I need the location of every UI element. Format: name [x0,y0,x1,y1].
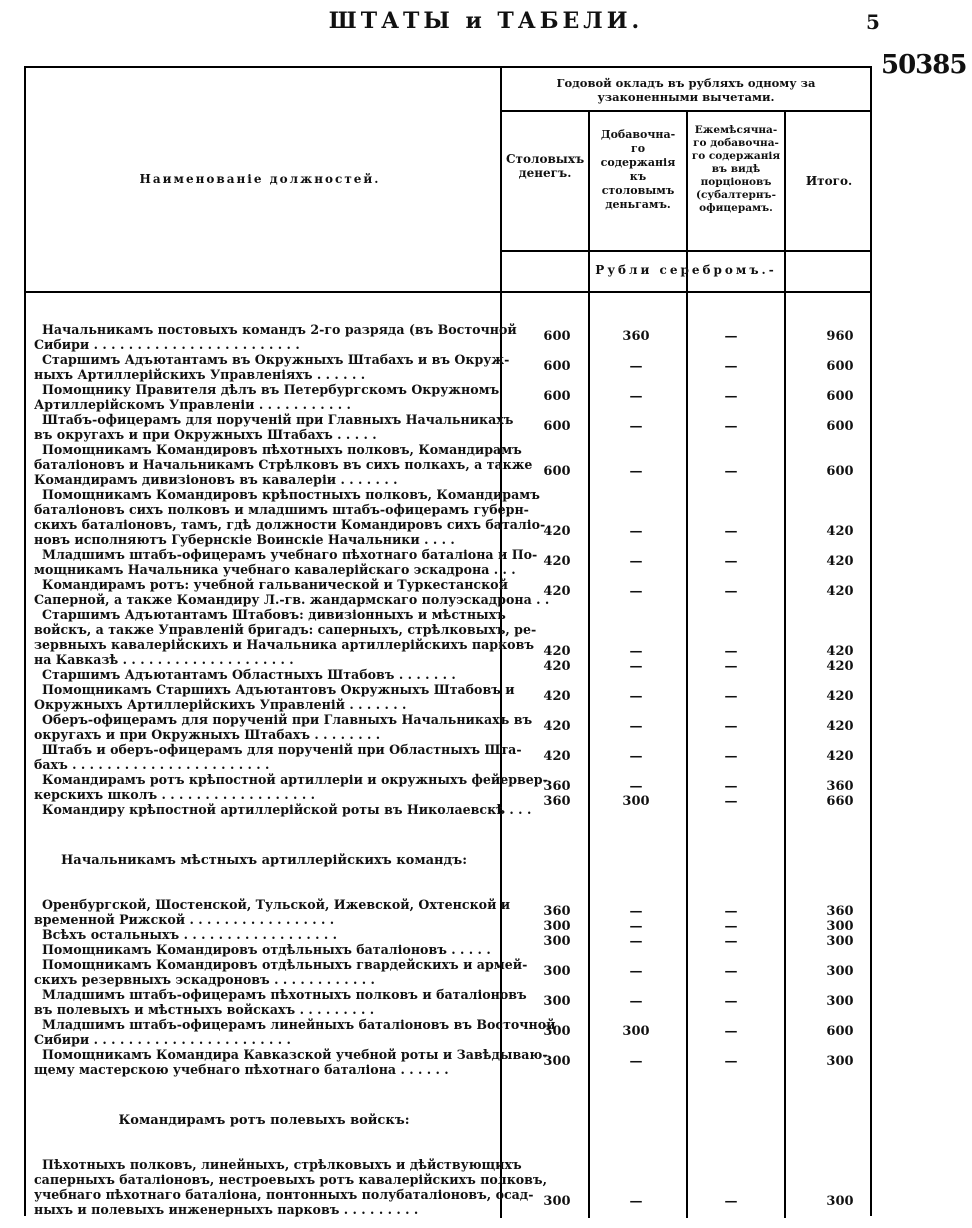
position-name [34,667,494,682]
position-name [34,487,546,547]
position-name-line: Помощникамъ Командировъ крѣпостныхъ полковъ, Командирамъ [42,487,540,502]
additional-value: — [629,659,643,674]
total-value: 420 [826,689,854,704]
position-name [34,802,532,817]
additional-value: — [629,994,643,1009]
total-value: 420 [826,584,854,599]
position-name [34,412,514,442]
position-name [34,682,515,712]
position-name [34,1017,556,1047]
position-name-line: временной Рижской . . . . . . . . . . . . . . . . . [34,912,335,927]
position-name-line: Помощникамъ Командировъ отдѣльныхъ баталіоновъ . . . . . [42,942,491,957]
position-name-line: Всѣхъ остальныхъ . . . . . . . . . . . . . . . . . . [42,927,338,942]
position-name-line: Пѣхотныхъ полковъ, линейныхъ, стрѣлковыхъ и дѣйствующихъ [42,1157,522,1172]
table-money-value: 360 [543,904,571,919]
position-name-line: Старшимъ Адъютантамъ Штабовъ: дивизіонныхъ и мѣстныхъ [42,607,506,622]
table-money-value: 300 [543,1054,571,1069]
position-name [34,442,533,487]
position-name-line: Старшимъ Адъютантамъ Областныхъ Штабовъ . . . . . . . [42,667,456,682]
position-name-line: баталіоновъ сихъ полковъ и младшимъ штабъ-офицерамъ губерн- [34,502,529,517]
position-name-line: Младшимъ штабъ-офицерамъ линейныхъ баталіоновъ въ Восточной [42,1017,556,1032]
additional-value: — [629,719,643,734]
position-name-line: округахъ и при Окружныхъ Штабахъ . . . . . . . . [34,727,381,742]
position-name-line: Окружныхъ Артиллерійскихъ Управленій . . . . . . . [34,697,407,712]
additional-value: — [629,779,643,794]
monthly-value: — [724,964,738,979]
col-monthly-header: Ежемѣсячна-го добавочна-го содержанія въ видѣ порціоновъ (субалтернъ-офицерамъ. [691,124,781,214]
position-name-line: Командирамъ ротъ крѣпостной артиллеріи и окружныхъ фейервер- [42,772,548,787]
position-name-line: Саперной, а также Командиру Л.-гв. жандармскаго полуэскадрона . . [34,592,550,607]
monthly-value: — [724,994,738,1009]
total-value: 960 [826,329,854,344]
position-name-line: ныхъ Артиллерійскихъ Управленіяхъ . . . . . . [34,367,366,382]
currency-header: Рубли серебромъ.- [595,263,777,277]
table-money-value: 420 [543,554,571,569]
monthly-value: — [724,359,738,374]
additional-value: 360 [622,329,650,344]
monthly-value: — [724,554,738,569]
table-money-value: 420 [543,584,571,599]
table-money-value: 420 [543,524,571,539]
position-name [34,547,538,577]
monthly-value: — [724,934,738,949]
position-name [34,742,522,772]
position-name-line: Командирамъ дивизіоновъ въ кавалеріи . . . . . . . [34,472,398,487]
header-rule [24,291,872,293]
position-name-line: Помощникамъ Командировъ пѣхотныхъ полковъ, Командирамъ [42,442,522,457]
table-money-value: 420 [543,644,571,659]
position-name [34,987,527,1017]
page-title: ШТАТЫ и ТАБЕЛИ. [328,8,644,34]
col-total-header: Итого. [805,174,853,188]
table-money-value: 300 [543,964,571,979]
table-money-value: 420 [543,719,571,734]
position-name [34,957,528,987]
monthly-value: — [724,464,738,479]
monthly-value: — [724,749,738,764]
total-value: 360 [826,779,854,794]
monthly-value: — [724,1024,738,1039]
position-name [34,1047,548,1077]
total-value: 300 [826,1194,854,1209]
position-name-line: войскъ, а также Управленій бригадъ: саперныхъ, стрѣлковыхъ, ре- [34,622,537,637]
position-name-line: Оренбургской, Шостенской, Тульской, Ижевской, Охтенской и [42,897,511,912]
additional-value: — [629,689,643,704]
position-name-line: Штабъ и оберъ-офицерамъ для порученій при Областныхъ Шта- [42,742,522,757]
monthly-value: — [724,779,738,794]
position-name-line: Оберъ-офицерамъ для порученій при Главныхъ Начальникахъ въ [42,712,533,727]
total-value: 420 [826,524,854,539]
additional-value: — [629,524,643,539]
total-value: 420 [826,749,854,764]
position-name-line: керскихъ школъ . . . . . . . . . . . . . . . . . . [34,787,315,802]
position-name-line: Сибири . . . . . . . . . . . . . . . . . . . . . . . . [34,337,300,352]
position-name-line: Старшимъ Адъютантамъ въ Окружныхъ Штабахъ и въ Окруж- [42,352,510,367]
section-heading: Командирамъ ротъ полевыхъ войскъ: [118,1113,410,1128]
header-rule [500,110,872,112]
additional-value: — [629,1054,643,1069]
position-name [34,577,550,607]
monthly-value: — [724,584,738,599]
total-value: 300 [826,934,854,949]
position-name-line: Начальникамъ постовыхъ командъ 2-го разряда (въ Восточной [42,322,517,337]
table-money-value: 600 [543,389,571,404]
position-name-line: Командирамъ ротъ: учебной гальванической и Туркестанской [42,577,508,592]
monthly-value: — [724,644,738,659]
total-value: 600 [826,464,854,479]
position-name [34,897,511,927]
additional-value: — [629,964,643,979]
monthly-value: — [724,524,738,539]
additional-value: — [629,919,643,934]
additional-value: — [629,934,643,949]
col-additional-header: Добавочна-го содержанія къ столовымъ деньгамъ. [600,128,676,211]
monthly-value: — [724,1194,738,1209]
additional-value: — [629,749,643,764]
position-name-line: новъ исполняютъ Губернскіе Воинскіе Начальники . . . . [34,532,455,547]
monthly-value: — [724,329,738,344]
position-name-line: мощникамъ Начальника учебнаго кавалерійскаго эскадрона . . . [34,562,516,577]
position-name-line: баталіоновъ и Начальникамъ Стрѣлковъ въ сихъ полкахъ, а также [34,457,533,472]
table-money-value: 360 [543,779,571,794]
col-table-money-header: Столовыхъ денегъ. [506,152,585,180]
total-value: 600 [826,1024,854,1039]
total-value: 300 [826,994,854,1009]
monthly-value: — [724,419,738,434]
position-name [34,322,517,352]
position-name-line: бахъ . . . . . . . . . . . . . . . . . . . . . . . [34,757,270,772]
position-name-line: учебнаго пѣхотнаго баталіона, понтонныхъ полубаталіоновъ, осад- [34,1187,534,1202]
table-money-value: 300 [543,934,571,949]
total-value: 300 [826,919,854,934]
table-money-value: 300 [543,1024,571,1039]
additional-value: — [629,1194,643,1209]
archive-stamp: 50385 [881,50,967,80]
position-name-line: въ округахъ и при Окружныхъ Штабахъ . . . . . [34,427,377,442]
position-name-line: щему мастерскою учебнаго пѣхотнаго баталіона . . . . . . [34,1062,449,1077]
position-name-line: скихъ баталіоновъ, тамъ, гдѣ должности Командировъ сихъ баталіо- [34,517,546,532]
total-value: 420 [826,554,854,569]
position-name [34,927,494,942]
total-value: 660 [826,794,854,809]
additional-value: — [629,359,643,374]
header-rule [500,250,872,252]
position-name-line: Помощникамъ Командира Кавказской учебной роты и Завѣдываю- [42,1047,548,1062]
page-number: 5 [866,10,880,34]
total-value: 300 [826,1054,854,1069]
additional-value: 300 [622,1024,650,1039]
monthly-value: — [724,689,738,704]
position-name [34,772,548,802]
table-money-value: 300 [543,1194,571,1209]
position-name-line: Сибири . . . . . . . . . . . . . . . . . . . . . . . [34,1032,291,1047]
position-name [34,712,533,742]
total-value: 600 [826,359,854,374]
table-money-value: 420 [543,749,571,764]
table-money-value: 600 [543,464,571,479]
position-name-line: Младшимъ штабъ-офицерамъ пѣхотныхъ полковъ и баталіоновъ [42,987,527,1002]
position-name-line: въ полевыхъ и мѣстныхъ войскахъ . . . . . . . . . [34,1002,375,1017]
position-name [34,607,537,667]
position-name-line: Артиллерійскомъ Управленіи . . . . . . . . . . . [34,397,351,412]
additional-value: — [629,644,643,659]
additional-value: — [629,584,643,599]
table-money-value: 420 [543,689,571,704]
position-name-line: Помощнику Правителя дѣлъ въ Петербургскомъ Окружномъ [42,382,500,397]
table-money-value: 600 [543,329,571,344]
position-name [34,1157,547,1217]
additional-value: — [629,904,643,919]
total-value: 360 [826,904,854,919]
table-money-value: 360 [543,794,571,809]
table-money-value: 600 [543,359,571,374]
table-money-value: 420 [543,659,571,674]
additional-value: 300 [622,794,650,809]
position-name-line: Помощникамъ Командировъ отдѣльныхъ гвардейскихъ и армей- [42,957,528,972]
monthly-value: — [724,904,738,919]
name-column-header: Наименованіе должностей. [139,172,381,186]
position-name [34,942,494,957]
additional-value: — [629,464,643,479]
table-money-value: 300 [543,994,571,1009]
additional-value: — [629,389,643,404]
group-header: Годовой окладъ въ рубляхъ одному за узаконенными вычетами. [556,76,816,104]
position-name-line: зервныхъ кавалерійскихъ и Начальника артиллерійскихъ парковъ [34,637,534,652]
position-name [34,352,510,382]
table-money-value: 300 [543,919,571,934]
position-name-line: Помощникамъ Старшихъ Адъютантовъ Окружныхъ Штабовъ и [42,682,515,697]
position-name-line: Командиру крѣпостной артиллерійской роты въ Николаевскѣ . . . [42,802,532,817]
position-name-line: на Кавказѣ . . . . . . . . . . . . . . . . . . . . [34,652,294,667]
total-value: 300 [826,964,854,979]
monthly-value: — [724,659,738,674]
total-value: 600 [826,419,854,434]
monthly-value: — [724,389,738,404]
position-name-line: скихъ резервныхъ эскадроновъ . . . . . . . . . . . . [34,972,375,987]
position-name [34,382,500,412]
position-name-line: ныхъ и полевыхъ инженерныхъ парковъ . . . . . . . . . [34,1202,419,1217]
position-name-line: саперныхъ баталіоновъ, нестроевыхъ ротъ кавалерійскихъ полковъ, [34,1172,547,1187]
position-name-line: Младшимъ штабъ-офицерамъ учебнаго пѣхотнаго баталіона и По- [42,547,538,562]
table-money-value: 600 [543,419,571,434]
total-value: 600 [826,389,854,404]
monthly-value: — [724,719,738,734]
total-value: 420 [826,659,854,674]
monthly-value: — [724,794,738,809]
additional-value: — [629,419,643,434]
total-value: 420 [826,644,854,659]
monthly-value: — [724,1054,738,1069]
section-heading: Начальникамъ мѣстныхъ артиллерійскихъ командъ: [61,853,467,868]
total-value: 420 [826,719,854,734]
monthly-value: — [724,919,738,934]
position-name-line: Штабъ-офицерамъ для порученій при Главныхъ Начальникахъ [42,412,514,427]
additional-value: — [629,554,643,569]
